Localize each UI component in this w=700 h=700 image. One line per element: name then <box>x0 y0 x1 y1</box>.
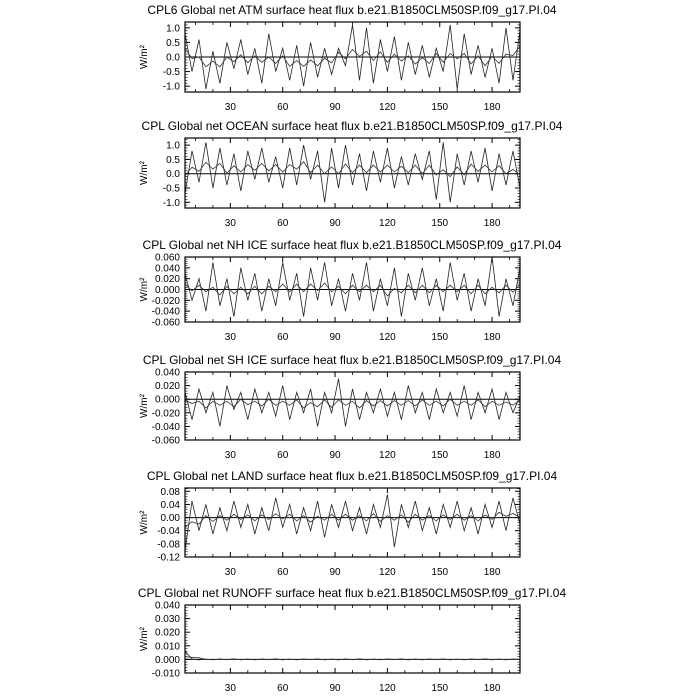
y-tick-label: -0.020 <box>151 295 180 307</box>
panel-title: CPL Global net LAND surface heat flux b.e21.B1850CLM50SP.f09_g17.PI.04 <box>146 469 558 483</box>
y-axis-label: W/m² <box>139 161 150 185</box>
x-tick-label: 60 <box>277 450 289 461</box>
x-tick-label: 30 <box>224 218 236 229</box>
plot-frame <box>185 488 520 557</box>
series-annual-line <box>185 651 520 660</box>
y-tick-label: 0.0 <box>166 52 180 64</box>
x-tick-label: 30 <box>224 567 236 578</box>
y-tick-label: 0.060 <box>154 252 180 264</box>
panel-title: CPL Global net NH ICE surface heat flux b.e21.B1850CLM50SP.f09_g17.PI.04 <box>142 238 562 252</box>
x-tick-label: 120 <box>379 218 396 229</box>
series-running-mean-line <box>185 512 520 527</box>
panel-1 <box>139 3 557 113</box>
x-tick-label: 60 <box>277 102 289 113</box>
panel-title: CPL Global net RUNOFF surface heat flux b.e21.B1850CLM50SP.f09_g17.PI.04 <box>137 586 567 600</box>
x-tick-label: 180 <box>483 450 501 461</box>
series-running-mean-line <box>185 162 520 177</box>
x-tick-label: 150 <box>431 332 449 343</box>
x-tick-label: 150 <box>431 567 449 578</box>
x-tick-label: 90 <box>329 683 341 694</box>
x-tick-label: 120 <box>379 683 396 694</box>
y-tick-label: -0.04 <box>157 526 180 538</box>
panel-2 <box>139 119 563 229</box>
x-tick-label: 180 <box>483 567 501 578</box>
x-tick-label: 150 <box>431 102 449 113</box>
panel-3 <box>139 238 562 343</box>
x-tick-label: 30 <box>224 683 236 694</box>
y-tick-label: 0.030 <box>154 614 180 626</box>
y-tick-label: 0.040 <box>154 600 180 612</box>
y-axis-label: W/m² <box>139 394 150 418</box>
y-tick-label: -0.040 <box>151 421 180 433</box>
y-tick-label: 0.040 <box>154 367 180 379</box>
y-tick-label: -0.5 <box>162 183 180 195</box>
y-tick-label: 0.020 <box>154 274 180 286</box>
x-tick-label: 90 <box>329 567 341 578</box>
y-tick-label: 1.0 <box>166 140 180 152</box>
x-tick-label: 150 <box>431 218 449 229</box>
y-tick-label: 0.020 <box>154 381 180 393</box>
series-annual-line <box>185 257 520 317</box>
x-tick-label: 150 <box>431 450 449 461</box>
panel-6 <box>138 586 567 694</box>
panel-4 <box>139 353 561 461</box>
y-tick-label: 0.04 <box>160 499 180 511</box>
y-tick-label: -0.5 <box>162 67 180 79</box>
panel-title: CPL6 Global net ATM surface heat flux b.e21.B1850CLM50SP.f09_g17.PI.04 <box>147 3 557 17</box>
y-tick-label: 0.0 <box>166 169 180 181</box>
x-tick-label: 30 <box>224 332 236 343</box>
x-tick-label: 60 <box>277 332 289 343</box>
panel-title: CPL Global net OCEAN surface heat flux b.e21.B1850CLM50SP.f09_g17.PI.04 <box>141 119 563 133</box>
y-tick-label: -0.12 <box>157 552 180 564</box>
x-tick-label: 120 <box>379 567 396 578</box>
y-axis-label: W/m² <box>139 510 150 535</box>
y-tick-label: 0.00 <box>160 513 180 525</box>
x-tick-label: 120 <box>379 102 396 113</box>
y-axis-label: W/m² <box>139 277 150 302</box>
y-tick-label: 0.040 <box>154 263 180 275</box>
y-tick-label: -1.0 <box>162 81 180 93</box>
y-tick-label: 0.020 <box>154 627 180 639</box>
y-tick-label: 0.08 <box>160 486 180 498</box>
y-tick-label: 0.5 <box>166 37 180 49</box>
y-tick-label: -0.040 <box>151 306 180 318</box>
x-tick-label: 90 <box>329 102 341 113</box>
y-tick-label: -0.020 <box>151 408 180 420</box>
y-tick-label: 0.000 <box>154 285 180 296</box>
y-tick-label: 0.000 <box>154 654 180 666</box>
y-tick-label: 1.0 <box>166 23 180 35</box>
x-tick-label: 30 <box>224 450 236 461</box>
x-tick-label: 180 <box>483 218 501 229</box>
y-tick-label: -0.08 <box>157 539 180 551</box>
x-tick-label: 60 <box>277 683 289 694</box>
y-tick-label: 0.5 <box>166 154 180 166</box>
x-tick-label: 90 <box>329 218 341 229</box>
y-axis-label: W/m² <box>139 627 150 651</box>
x-tick-label: 120 <box>379 332 396 343</box>
x-tick-label: 60 <box>277 567 289 578</box>
x-tick-label: 180 <box>483 102 501 113</box>
y-tick-label: -0.060 <box>151 317 180 329</box>
y-tick-label: 0.000 <box>154 394 180 406</box>
y-axis-label: W/m² <box>139 45 150 69</box>
x-tick-label: 30 <box>224 102 236 113</box>
x-tick-label: 180 <box>483 332 501 343</box>
series-annual-line <box>185 379 520 427</box>
x-tick-label: 150 <box>431 683 449 694</box>
panel-title: CPL Global net SH ICE surface heat flux b.e21.B1850CLM50SP.f09_g17.PI.04 <box>142 353 562 367</box>
plot-frame <box>185 605 520 673</box>
x-tick-label: 90 <box>329 332 341 343</box>
y-tick-label: -1.0 <box>162 197 180 209</box>
series-annual-line <box>185 495 520 551</box>
y-tick-label: -0.010 <box>151 668 180 680</box>
panel-5 <box>139 469 557 578</box>
x-tick-label: 60 <box>277 218 289 229</box>
y-tick-label: 0.010 <box>154 641 180 653</box>
x-tick-label: 180 <box>483 683 501 694</box>
y-tick-label: -0.060 <box>151 435 180 447</box>
x-tick-label: 120 <box>379 450 396 461</box>
x-tick-label: 90 <box>329 450 341 461</box>
